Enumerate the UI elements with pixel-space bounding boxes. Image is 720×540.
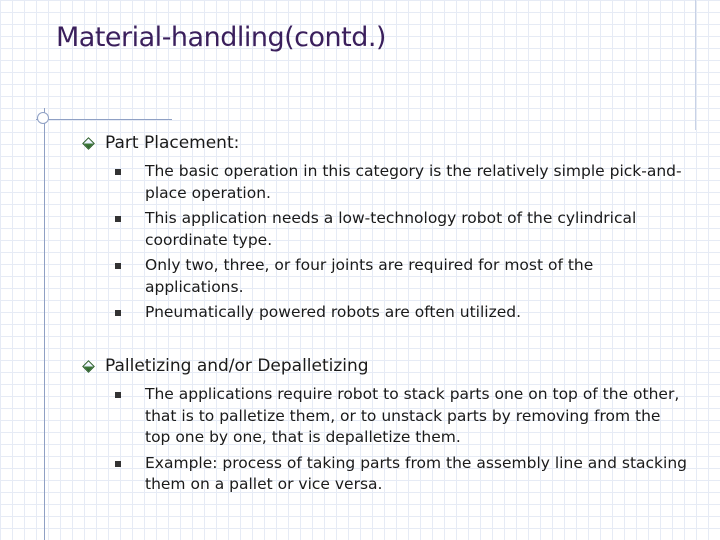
diamond-bullet-icon xyxy=(82,360,95,373)
square-bullet-icon xyxy=(115,216,121,222)
section-heading: Palletizing and/or Depalletizing xyxy=(105,356,369,376)
list-item-text: This application needs a low-technology robot of the cylindrical coordinate type. xyxy=(145,209,637,249)
square-bullet-icon xyxy=(115,461,121,467)
square-bullet-icon xyxy=(115,310,121,316)
bullet-list xyxy=(82,161,692,324)
decorative-top-line xyxy=(695,0,696,130)
list-item xyxy=(82,384,692,449)
section-part-placement xyxy=(82,133,692,328)
square-bullet-icon xyxy=(115,169,121,175)
section-heading-row xyxy=(82,356,692,376)
list-item-text: The applications require robot to stack parts one on top of the other, that is to palletize them, or to unstack parts by removing from the top one by one, that is depalletize them. xyxy=(145,385,680,446)
list-item-text: Only two, three, or four joints are required for most of the applications. xyxy=(145,256,594,296)
list-item xyxy=(82,255,692,298)
decorative-vertical-line xyxy=(44,108,45,540)
list-item xyxy=(82,161,692,204)
list-item-text: Example: process of taking parts from the assembly line and stacking them on a pallet or vice versa. xyxy=(145,453,687,493)
section-heading: Part Placement: xyxy=(105,133,240,153)
list-item xyxy=(82,208,692,251)
list-item-text: The basic operation in this category is the relatively simple pick-and-place operation. xyxy=(145,162,682,202)
decorative-circle-icon xyxy=(37,112,49,124)
list-item-text: Pneumatically powered robots are often utilized. xyxy=(145,303,522,321)
slide-title: Material-handling(contd.) xyxy=(56,22,386,53)
list-item xyxy=(82,302,692,324)
diamond-bullet-icon xyxy=(82,137,95,150)
square-bullet-icon xyxy=(115,392,121,398)
section-palletizing xyxy=(82,356,692,500)
square-bullet-icon xyxy=(115,263,121,269)
bullet-list xyxy=(82,384,692,496)
decorative-horizontal-line xyxy=(36,119,172,120)
section-heading-row xyxy=(82,133,692,153)
list-item xyxy=(82,453,692,496)
